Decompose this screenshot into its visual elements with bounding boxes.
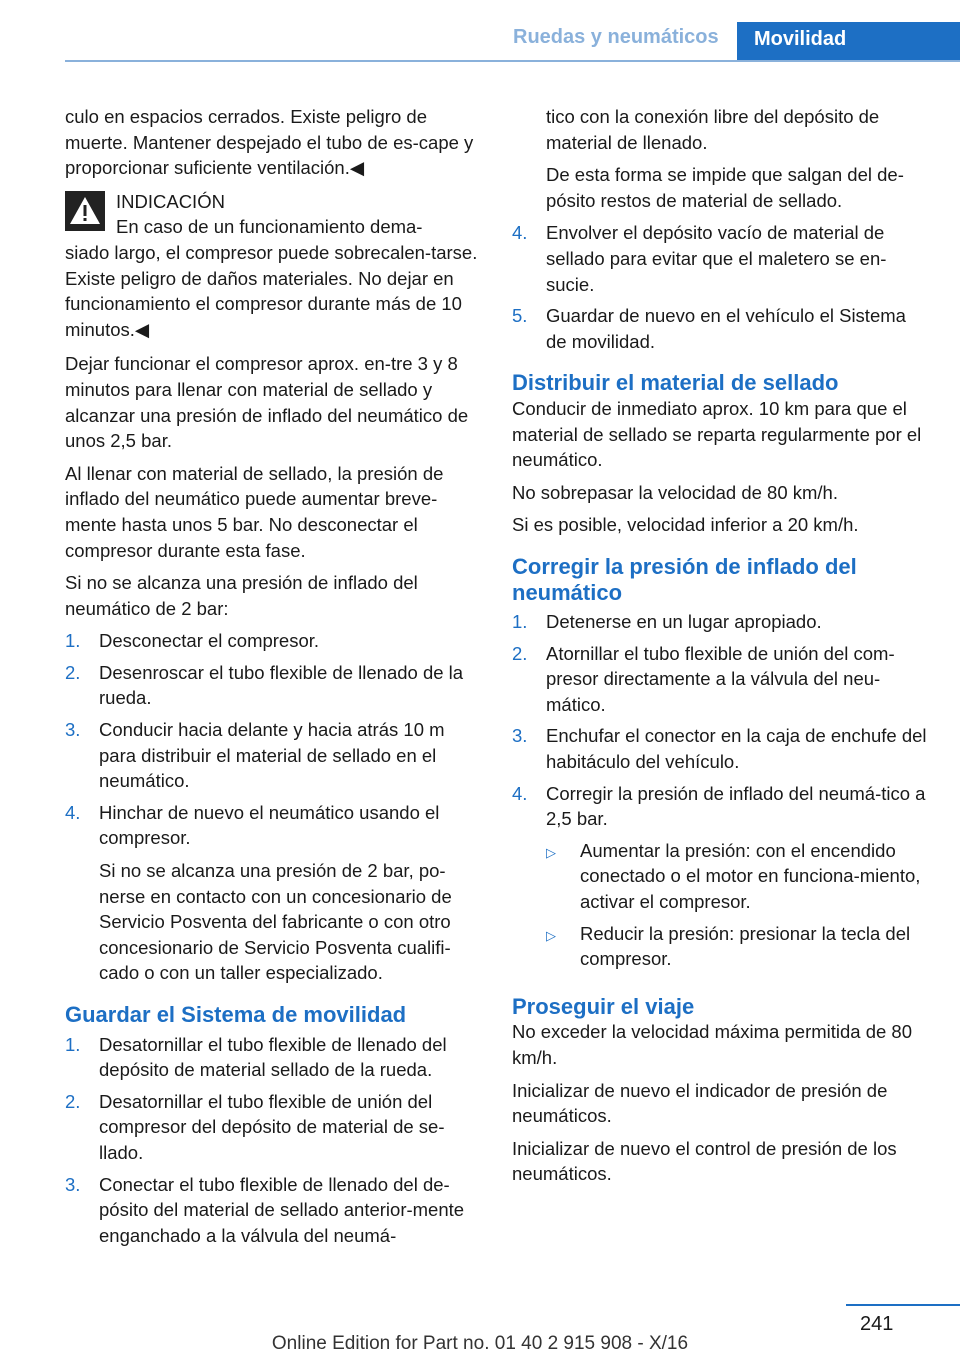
paragraph: Inicializar de nuevo el control de presión de los neumáticos.: [512, 1137, 897, 1185]
footer-edition-text: Online Edition for Part no. 01 40 2 915 908 - X/16: [271, 1333, 689, 1354]
header-chapter-tab: Movilidad: [737, 22, 960, 62]
list-item: [512, 609, 928, 635]
section-heading-distribuir: Distribuir el material de sellado: [512, 370, 839, 396]
paragraph: Si no se alcanza una presión de inflado del neumático de 2 bar:: [65, 572, 418, 619]
list-item: [65, 1032, 481, 1083]
steps-list: [512, 220, 928, 354]
triangle-bullet-icon: ▷: [546, 844, 556, 860]
section-heading-corregir: Corregir la presión de inflado del neumático: [512, 553, 857, 605]
step-number: 3.: [512, 725, 528, 747]
page-number: 241: [860, 1313, 894, 1335]
section-heading-guardar: Guardar el Sistema de movilidad: [65, 1002, 407, 1027]
sub-list-item: [546, 838, 928, 915]
step-text: Conectar el tubo flexible de llenado del de‐pósito del material de sellado anterior‐mente enganchado a la válvula del neumá‐: [99, 1173, 465, 1246]
step-text: Desenroscar el tubo flexible de llenado de la rueda.: [99, 661, 464, 709]
step-number: 3.: [65, 719, 81, 741]
step-number: 4.: [65, 801, 81, 823]
step-text: Detenerse en un lugar apropiado.: [546, 611, 822, 633]
step-number: 4.: [512, 222, 528, 244]
step-text: Envolver el depósito vacío de material de sellado para evitar que el maletero se en‐sucie.: [546, 222, 887, 295]
list-item: [512, 641, 928, 718]
page-number-rule: [846, 1304, 960, 1306]
steps-list: [65, 1032, 481, 1249]
step-continuation: Si no se alcanza una presión de 2 bar, po‐nerse en contacto con un concesionario de Servicio Posventa del fabricante o con otro concesionario de Servicio Posventa cualifi‐cado o con un taller especializado.: [99, 860, 452, 984]
step-number: 4.: [512, 782, 528, 804]
step-text: Guardar de nuevo en el vehículo el Sistema de movilidad.: [546, 305, 906, 352]
step-text: Desatornillar el tubo flexible de llenado del depósito de material sellado de la rueda.: [99, 1033, 447, 1081]
list-item: [65, 628, 481, 654]
sub-item-text: Aumentar la presión: con el encendido conectado o el motor en funciona‐miento, activar el compresor.: [580, 839, 921, 913]
step-number: 1.: [65, 630, 81, 652]
notice-text: siado largo, el compresor puede sobrecalen‐tarse. Existe peligro de daños materiales. No dejar en funcionamiento el compresor durante más de 10 minutos.◀: [65, 241, 478, 340]
paragraph: Dejar funcionar el compresor aprox. en‐tre 3 y 8 minutos para llenar con material de sellado y alcanzar una presión de inflado del neumático de unos 2,5 bar.: [65, 353, 469, 452]
list-item: [512, 723, 928, 774]
triangle-bullet-icon: ▷: [546, 927, 556, 943]
step-text: Hinchar de nuevo el neumático usando el compresor.: [99, 801, 440, 849]
step-number: 1.: [65, 1033, 81, 1055]
list-item: [512, 220, 928, 297]
steps-list: [65, 628, 481, 986]
sub-list-item: [546, 921, 928, 972]
sub-item-text: Reducir la presión: presionar la tecla del compresor.: [580, 922, 911, 970]
section-heading-proseguir: Proseguir el viaje: [512, 993, 695, 1019]
step-text: Corregir la presión de inflado del neumá‐tico a 2,5 bar.: [546, 782, 926, 830]
warning-icon: [65, 191, 105, 231]
paragraph: Al llenar con material de sellado, la presión de inflado del neumático puede aumentar breve‐mente hasta unos 5 bar. No desconectar el compresor durante esta fase.: [65, 462, 444, 561]
list-item: [65, 1172, 481, 1249]
paragraph: Si es posible, velocidad inferior a 20 km/h.: [512, 514, 859, 536]
notice-title: INDICACIÓN: [116, 190, 225, 212]
paragraph: Inicializar de nuevo el indicador de presión de neumáticos.: [512, 1079, 888, 1127]
step-number: 3.: [65, 1173, 81, 1195]
step-text: Atornillar el tubo flexible de unión del com‐presor directamente a la válvula del neu‐mático.: [546, 642, 895, 715]
header-section: Ruedas y neumáticos: [513, 26, 719, 48]
paragraph: Conducir de inmediato aprox. 10 km para que el material de sellado se reparta regularmente por el neumático.: [512, 397, 922, 471]
step-continuation: tico con la conexión libre del depósito de material de llenado.: [546, 106, 880, 153]
sub-list: [546, 838, 928, 972]
notice-text-line1: En caso de un funcionamiento dema‐: [116, 216, 423, 238]
right-column: [512, 104, 928, 1194]
step-text: Conducir hacia delante y hacia atrás 10 m para distribuir el material de sellado en el neumático.: [99, 719, 445, 792]
intro-text: culo en espacios cerrados. Existe peligro de muerte. Mantener despejado el tubo de es‐cape y proporcionar suficiente ventilación.◀: [65, 106, 474, 179]
paragraph: No sobrepasar la velocidad de 80 km/h.: [512, 481, 838, 503]
left-column: [65, 104, 481, 1256]
step-text: Enchufar el conector en la caja de enchufe del habitáculo del vehículo.: [546, 725, 927, 773]
step-number: 2.: [65, 661, 81, 683]
step-text: Desconectar el compresor.: [99, 630, 320, 652]
step-number: 1.: [512, 611, 528, 633]
step-number: 2.: [512, 642, 528, 664]
list-item: [65, 660, 481, 711]
step-number: 2.: [65, 1090, 81, 1112]
step-continuation: De esta forma se impide que salgan del de‐pósito restos de material de sellado.: [546, 164, 904, 211]
steps-list: [512, 609, 928, 978]
paragraph: No exceder la velocidad máxima permitida de 80 km/h.: [512, 1021, 913, 1068]
step-number: 5.: [512, 305, 528, 327]
list-item: [512, 303, 928, 354]
notice-box: [65, 189, 481, 343]
list-item: [65, 717, 481, 794]
list-item: [65, 1089, 481, 1166]
header-rule: [65, 60, 960, 62]
list-item: [512, 781, 928, 978]
list-item: [65, 800, 481, 986]
step-text: Desatornillar el tubo flexible de unión del compresor del depósito de material de se‐llado.: [99, 1090, 445, 1163]
